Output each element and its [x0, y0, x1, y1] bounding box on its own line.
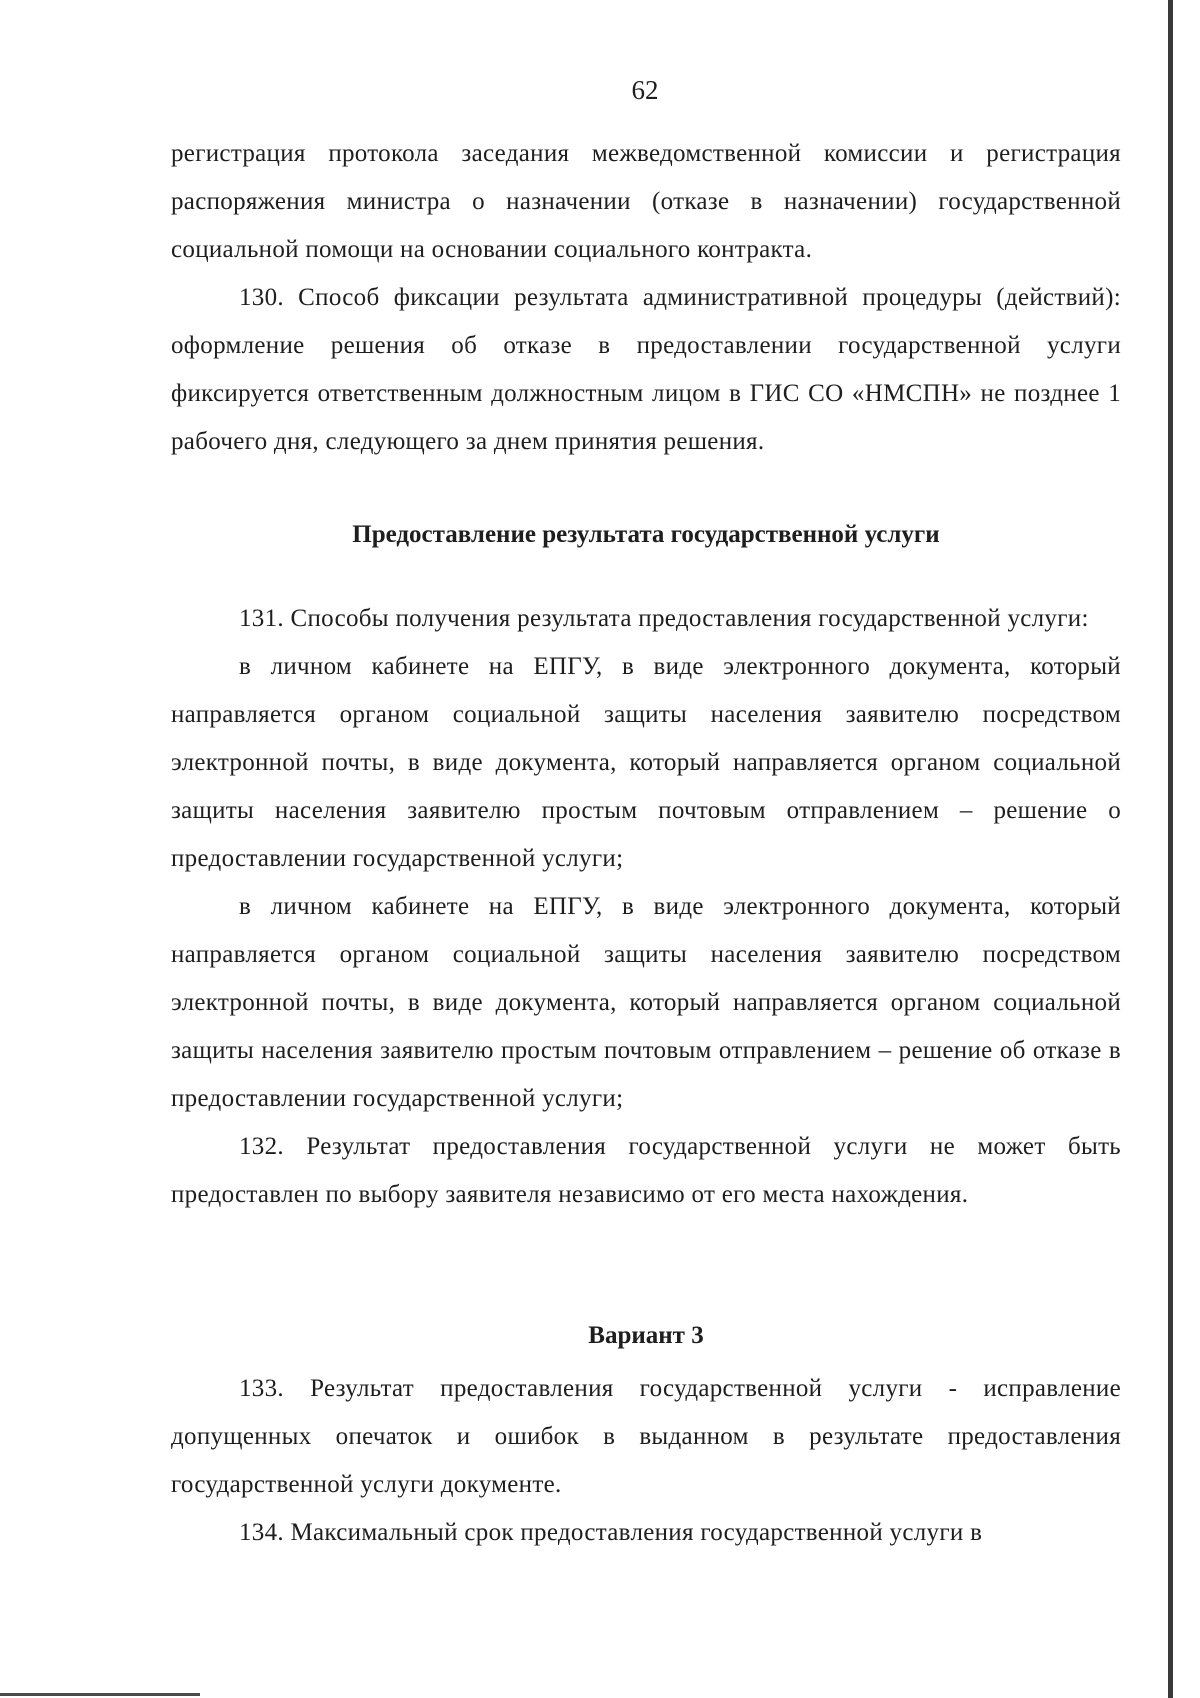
section-paragraphs-1 [171, 130, 1121, 466]
scan-edge-bottom [0, 1693, 200, 1696]
paragraph-133: 133. Результат предоставления государственной услуги - исправление допущенных опечаток и ошибок в выданном в результате предоставления государственной услуги документе. [171, 1375, 1121, 1498]
scan-edge-right [1168, 0, 1173, 1698]
paragraph-131: 131. Способы получения результата предоставления государственной услуги: [239, 605, 1089, 632]
section-paragraphs-3 [171, 1365, 1121, 1557]
paragraph-134: 134. Максимальный срок предоставления государственной услуги в [239, 1519, 983, 1546]
section-paragraphs-2 [171, 595, 1121, 1219]
paragraph-130: 130. Способ фиксации результата административной процедуры (действий): оформление решения об отказе в предоставлении государственной услуги фиксируется ответственным должностным лицом в ГИС СО «НМСПН» не позднее 1 рабочего дня, следующего за днем принятия решения. [171, 284, 1121, 455]
page-number: 62 [631, 75, 659, 105]
section-heading-result: Предоставление результата государственной услуги [352, 521, 940, 548]
paragraph-131-option-a: в личном кабинете на ЕПГУ, в виде электронного документа, который направляется органом социальной защиты населения заявителю посредством электронной почты, в виде документа, который направляется органом социальной защиты населения заявителю простым почтовым отправлением – решение о предоставлении государственной услуги; [171, 653, 1121, 872]
paragraph-132: 132. Результат предоставления государственной услуги не может быть предоставлен по выбору заявителя независимо от его места нахождения. [171, 1133, 1121, 1208]
paragraph-131-option-b: в личном кабинете на ЕПГУ, в виде электронного документа, который направляется органом социальной защиты населения заявителю посредством электронной почты, в виде документа, который направляется органом социальной защиты населения заявителю простым почтовым отправлением – решение об отказе в предоставлении государственной услуги; [171, 893, 1121, 1112]
paragraph-continuation: регистрация протокола заседания межведомственной комиссии и регистрация распоряжения министра о назначении (отказе в назначении) государственной социальной помощи на основании социального контракта. [171, 140, 1121, 263]
section-heading-variant-3: Вариант 3 [588, 1322, 704, 1349]
